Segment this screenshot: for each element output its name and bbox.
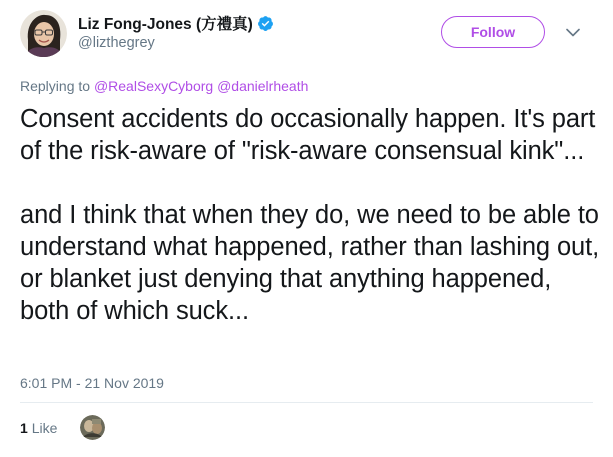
like-count: 1	[20, 420, 28, 436]
like-count-link[interactable]	[20, 420, 57, 436]
follow-button[interactable]: Follow	[441, 16, 545, 48]
author-avatar[interactable]	[20, 10, 67, 57]
author-handle[interactable]: @lizthegrey	[78, 35, 155, 51]
author-name-row[interactable]	[78, 12, 274, 34]
liker-avatar[interactable]	[80, 415, 105, 440]
mention-link[interactable]: @RealSexyCyborg	[93, 78, 214, 94]
tweet-paragraph: Consent accidents do occasionally happen. It's part of the risk-aware of "risk-aware consensual kink"...	[20, 105, 596, 165]
verified-badge-icon	[257, 15, 274, 32]
reply-context-prefix: Replying to	[20, 78, 91, 94]
reply-context	[20, 78, 308, 94]
tweet-paragraph: and I think that when they do, we need to be able to understand what happened, rather than lashing out, or blanket just denying that anything happened, both of which suck...	[20, 201, 600, 325]
like-label: Like	[31, 420, 58, 436]
divider	[20, 402, 593, 403]
chevron-down-icon[interactable]	[565, 24, 581, 40]
mention-link[interactable]: @danielrheath	[217, 78, 309, 94]
tweet-text	[20, 103, 600, 327]
author-display-name[interactable]: Liz Fong-Jones (方禮真)	[78, 16, 253, 33]
tweet-timestamp[interactable]: 6:01 PM - 21 Nov 2019	[20, 375, 164, 391]
